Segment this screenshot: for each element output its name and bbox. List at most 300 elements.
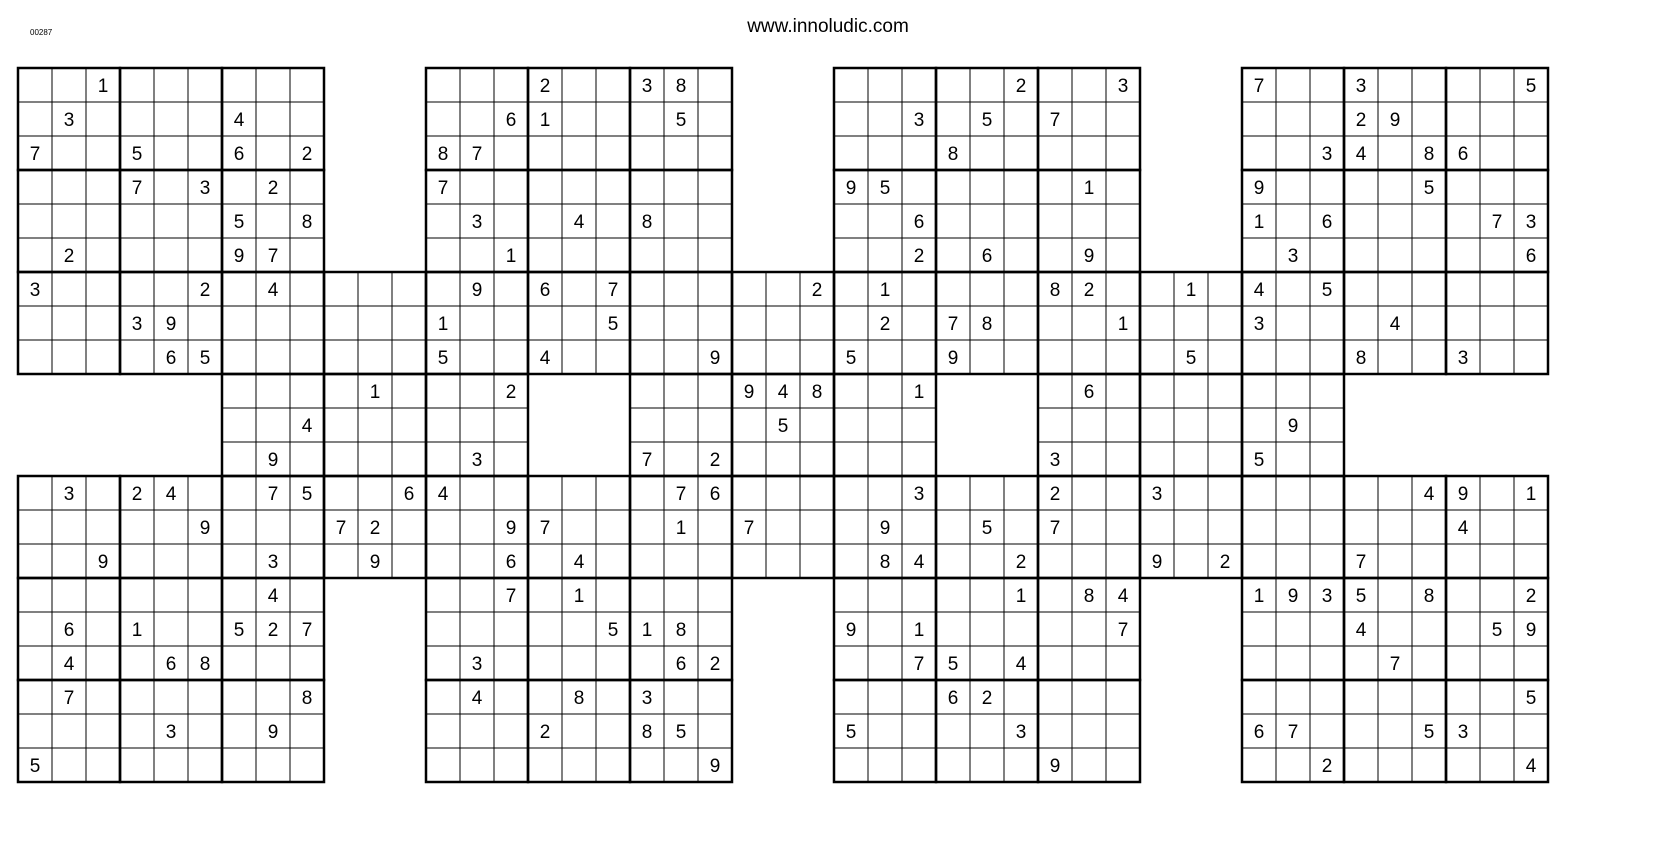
cell — [154, 544, 188, 578]
given-digit: 4 — [267, 586, 279, 607]
cell — [1174, 408, 1208, 442]
cell — [188, 748, 222, 782]
cell — [324, 374, 358, 408]
cell — [1344, 272, 1378, 306]
cell — [426, 578, 460, 612]
cell — [562, 170, 596, 204]
cell — [86, 612, 120, 646]
cell — [1106, 272, 1140, 306]
cell — [868, 102, 902, 136]
given-digit: 6 — [1083, 382, 1095, 403]
given-digit: 5 — [1525, 76, 1537, 97]
cell — [86, 714, 120, 748]
given-digit: 1 — [1015, 586, 1027, 607]
given-digit: 2 — [1083, 280, 1095, 301]
given-digit: 9 — [233, 246, 245, 267]
given-digit: 7 — [641, 450, 653, 471]
given-digit: 7 — [505, 586, 517, 607]
cell — [1514, 510, 1548, 544]
given-digit: 2 — [1015, 552, 1027, 573]
cell — [290, 170, 324, 204]
given-digit: 4 — [1355, 620, 1367, 641]
cell — [868, 748, 902, 782]
given-digit: 4 — [573, 212, 585, 233]
given-digit: 4 — [437, 484, 449, 505]
given-digit: 9 — [845, 620, 857, 641]
given-digit: 5 — [1491, 620, 1503, 641]
cell — [86, 306, 120, 340]
cell — [494, 204, 528, 238]
cell — [52, 510, 86, 544]
cell — [1412, 612, 1446, 646]
cell — [800, 442, 834, 476]
cell — [460, 578, 494, 612]
cell — [1242, 102, 1276, 136]
given-digit: 7 — [267, 484, 279, 505]
cell — [222, 544, 256, 578]
cell — [426, 544, 460, 578]
cell — [18, 612, 52, 646]
cell — [1242, 476, 1276, 510]
cell — [936, 612, 970, 646]
cell — [18, 204, 52, 238]
cell — [528, 136, 562, 170]
cell — [426, 646, 460, 680]
given-digit: 7 — [131, 178, 143, 199]
cell — [1072, 204, 1106, 238]
cell — [222, 272, 256, 306]
given-digit: 4 — [1015, 654, 1027, 675]
cell — [596, 748, 630, 782]
given-digit: 1 — [1253, 586, 1265, 607]
cell — [1310, 238, 1344, 272]
cell — [1106, 476, 1140, 510]
cell — [800, 476, 834, 510]
given-digit: 3 — [1049, 450, 1061, 471]
cell — [596, 714, 630, 748]
cell — [154, 204, 188, 238]
cell — [630, 340, 664, 374]
given-digit: 9 — [743, 382, 755, 403]
given-digit: 6 — [675, 654, 687, 675]
given-digit: 4 — [1355, 144, 1367, 165]
cell — [698, 136, 732, 170]
given-digit: 6 — [165, 654, 177, 675]
given-digit: 5 — [675, 110, 687, 131]
cell — [1480, 238, 1514, 272]
cell — [1276, 170, 1310, 204]
cell — [460, 408, 494, 442]
given-digit: 9 — [1457, 484, 1469, 505]
given-digit: 6 — [1321, 212, 1333, 233]
cell — [1412, 272, 1446, 306]
cell — [1004, 102, 1038, 136]
cell — [1242, 646, 1276, 680]
box — [324, 272, 426, 374]
given-digit: 5 — [1423, 178, 1435, 199]
given-digit: 8 — [1083, 586, 1095, 607]
given-digit: 3 — [1525, 212, 1537, 233]
cell — [1038, 646, 1072, 680]
cell — [1072, 442, 1106, 476]
cell — [834, 272, 868, 306]
cell — [1480, 714, 1514, 748]
cell — [324, 272, 358, 306]
given-digit: 5 — [29, 756, 41, 777]
cell — [834, 680, 868, 714]
given-digit: 4 — [63, 654, 75, 675]
cell — [1072, 510, 1106, 544]
cell — [1140, 374, 1174, 408]
cell — [596, 680, 630, 714]
cell — [18, 476, 52, 510]
cell — [1310, 306, 1344, 340]
cell — [1004, 476, 1038, 510]
cell — [834, 204, 868, 238]
given-digit: 2 — [1015, 76, 1027, 97]
given-digit: 3 — [1457, 348, 1469, 369]
cell — [1106, 748, 1140, 782]
cell — [86, 680, 120, 714]
given-digit: 8 — [641, 212, 653, 233]
cell — [290, 68, 324, 102]
cell — [1004, 510, 1038, 544]
cell — [936, 748, 970, 782]
cell — [1072, 714, 1106, 748]
cell — [1208, 510, 1242, 544]
cell — [86, 238, 120, 272]
cell — [1480, 578, 1514, 612]
cell — [800, 408, 834, 442]
cell — [256, 204, 290, 238]
cell — [1106, 646, 1140, 680]
cell — [868, 238, 902, 272]
cell — [1208, 374, 1242, 408]
cell — [1242, 544, 1276, 578]
cell — [766, 272, 800, 306]
cell — [970, 612, 1004, 646]
given-digit: 5 — [1321, 280, 1333, 301]
cell — [1310, 102, 1344, 136]
cell — [732, 442, 766, 476]
given-digit: 3 — [1457, 722, 1469, 743]
given-digit: 8 — [947, 144, 959, 165]
cell — [1310, 646, 1344, 680]
given-digit: 9 — [267, 722, 279, 743]
cell — [290, 714, 324, 748]
cell — [698, 306, 732, 340]
cell — [1242, 748, 1276, 782]
cell — [868, 408, 902, 442]
cell — [970, 272, 1004, 306]
cell — [664, 748, 698, 782]
cell — [1276, 748, 1310, 782]
cell — [1378, 136, 1412, 170]
cell — [834, 646, 868, 680]
cell — [290, 748, 324, 782]
cell — [732, 544, 766, 578]
cell — [1344, 680, 1378, 714]
given-digit: 2 — [267, 178, 279, 199]
cell — [1276, 102, 1310, 136]
cell — [1276, 340, 1310, 374]
cell — [18, 714, 52, 748]
cell — [1480, 510, 1514, 544]
cell — [732, 476, 766, 510]
cell — [868, 204, 902, 238]
cell — [834, 578, 868, 612]
cell — [426, 272, 460, 306]
cell — [222, 714, 256, 748]
given-digit: 4 — [539, 348, 551, 369]
cell — [562, 476, 596, 510]
cell — [1276, 476, 1310, 510]
cell — [1446, 748, 1480, 782]
cell — [630, 408, 664, 442]
cell — [1072, 748, 1106, 782]
cell — [1514, 136, 1548, 170]
cell — [528, 170, 562, 204]
cell — [1378, 612, 1412, 646]
cell — [1106, 340, 1140, 374]
cell — [1004, 306, 1038, 340]
given-digit: 3 — [1355, 76, 1367, 97]
cell — [290, 374, 324, 408]
cell — [1378, 748, 1412, 782]
cell — [1004, 238, 1038, 272]
given-digit: 5 — [607, 314, 619, 335]
cell — [1412, 544, 1446, 578]
cell — [732, 408, 766, 442]
cell — [698, 204, 732, 238]
cell — [222, 442, 256, 476]
given-digit: 8 — [675, 620, 687, 641]
given-digit: 8 — [1423, 586, 1435, 607]
cell — [494, 68, 528, 102]
cell — [188, 680, 222, 714]
cell — [222, 646, 256, 680]
cell — [290, 272, 324, 306]
given-digit: 3 — [131, 314, 143, 335]
cell — [1004, 170, 1038, 204]
given-digit: 6 — [63, 620, 75, 641]
cell — [800, 544, 834, 578]
cell — [1242, 374, 1276, 408]
cell — [1514, 340, 1548, 374]
cell — [902, 748, 936, 782]
cell — [664, 578, 698, 612]
cell — [834, 510, 868, 544]
cell — [120, 340, 154, 374]
cell — [1072, 102, 1106, 136]
cell — [256, 748, 290, 782]
cell — [222, 170, 256, 204]
given-digit: 7 — [675, 484, 687, 505]
cell — [460, 374, 494, 408]
cell — [1480, 306, 1514, 340]
given-digit: 9 — [1287, 586, 1299, 607]
cell — [630, 748, 664, 782]
cell — [426, 68, 460, 102]
cell — [902, 340, 936, 374]
cell — [222, 306, 256, 340]
cell — [664, 442, 698, 476]
given-digit: 7 — [1287, 722, 1299, 743]
cell — [936, 714, 970, 748]
cell — [1514, 272, 1548, 306]
cell — [834, 102, 868, 136]
cell — [1276, 272, 1310, 306]
cell — [188, 136, 222, 170]
given-digit: 4 — [777, 382, 789, 403]
cell — [1208, 306, 1242, 340]
cell — [1208, 476, 1242, 510]
cell — [1140, 272, 1174, 306]
given-digit: 7 — [913, 654, 925, 675]
cell — [698, 612, 732, 646]
cell — [86, 510, 120, 544]
given-digit: 1 — [573, 586, 585, 607]
cell — [1446, 170, 1480, 204]
cell — [494, 646, 528, 680]
cell — [562, 340, 596, 374]
cell — [1378, 170, 1412, 204]
cell — [970, 340, 1004, 374]
cell — [528, 680, 562, 714]
cell — [834, 442, 868, 476]
given-digit: 5 — [1355, 586, 1367, 607]
cell — [562, 136, 596, 170]
cell — [392, 408, 426, 442]
cell — [1208, 442, 1242, 476]
cell — [664, 408, 698, 442]
given-digit: 8 — [1049, 280, 1061, 301]
cell — [1446, 272, 1480, 306]
given-digit: 7 — [947, 314, 959, 335]
cell — [1412, 510, 1446, 544]
given-digit: 3 — [199, 178, 211, 199]
cell — [1072, 136, 1106, 170]
cell — [1480, 544, 1514, 578]
cell — [1412, 340, 1446, 374]
cell — [698, 578, 732, 612]
cell — [324, 408, 358, 442]
box — [1242, 476, 1344, 578]
given-digit: 2 — [199, 280, 211, 301]
cell — [868, 442, 902, 476]
given-digit: 9 — [709, 756, 721, 777]
cell — [1412, 748, 1446, 782]
cell — [936, 476, 970, 510]
cell — [1038, 204, 1072, 238]
cell — [290, 238, 324, 272]
cell — [1480, 170, 1514, 204]
cell — [154, 272, 188, 306]
cell — [936, 102, 970, 136]
cell — [494, 476, 528, 510]
cell — [698, 68, 732, 102]
given-digit: 8 — [573, 688, 585, 709]
cell — [154, 102, 188, 136]
cell — [52, 714, 86, 748]
cell — [1514, 306, 1548, 340]
given-digit: 4 — [1117, 586, 1129, 607]
cell — [596, 646, 630, 680]
cell — [630, 578, 664, 612]
cell — [460, 544, 494, 578]
cell — [426, 408, 460, 442]
cell — [154, 680, 188, 714]
given-digit: 4 — [301, 416, 313, 437]
given-digit: 9 — [1389, 110, 1401, 131]
given-digit: 5 — [1185, 348, 1197, 369]
cell — [460, 238, 494, 272]
cell — [86, 170, 120, 204]
cell — [902, 408, 936, 442]
given-digit: 5 — [845, 348, 857, 369]
cell — [52, 544, 86, 578]
given-digit: 6 — [947, 688, 959, 709]
cell — [290, 578, 324, 612]
cell — [120, 102, 154, 136]
cell — [392, 544, 426, 578]
given-digit: 7 — [539, 518, 551, 539]
cell — [256, 680, 290, 714]
cell — [834, 544, 868, 578]
cell — [460, 510, 494, 544]
cell — [868, 136, 902, 170]
given-digit: 1 — [1525, 484, 1537, 505]
given-digit: 5 — [675, 722, 687, 743]
cell — [970, 646, 1004, 680]
cell — [1344, 170, 1378, 204]
given-digit: 9 — [1083, 246, 1095, 267]
given-digit: 5 — [233, 212, 245, 233]
cell — [460, 714, 494, 748]
cell — [1004, 680, 1038, 714]
given-digit: 2 — [1049, 484, 1061, 505]
given-digit: 4 — [1253, 280, 1265, 301]
given-digit: 8 — [1423, 144, 1435, 165]
given-digit: 2 — [63, 246, 75, 267]
cell — [936, 544, 970, 578]
given-digit: 5 — [199, 348, 211, 369]
given-digit: 7 — [301, 620, 313, 641]
cell — [1446, 306, 1480, 340]
cell — [868, 612, 902, 646]
cell — [766, 476, 800, 510]
cell — [834, 136, 868, 170]
cell — [1106, 238, 1140, 272]
cell — [1310, 374, 1344, 408]
cell — [460, 306, 494, 340]
given-digit: 9 — [1525, 620, 1537, 641]
cell — [1514, 714, 1548, 748]
given-digit: 8 — [301, 688, 313, 709]
given-digit: 6 — [233, 144, 245, 165]
cell — [1106, 408, 1140, 442]
cell — [596, 170, 630, 204]
cell — [868, 578, 902, 612]
cell — [1106, 102, 1140, 136]
cell — [902, 306, 936, 340]
cell — [222, 340, 256, 374]
cell — [766, 442, 800, 476]
cell — [596, 102, 630, 136]
cell — [1072, 646, 1106, 680]
given-digit: 9 — [369, 552, 381, 573]
cell — [800, 510, 834, 544]
